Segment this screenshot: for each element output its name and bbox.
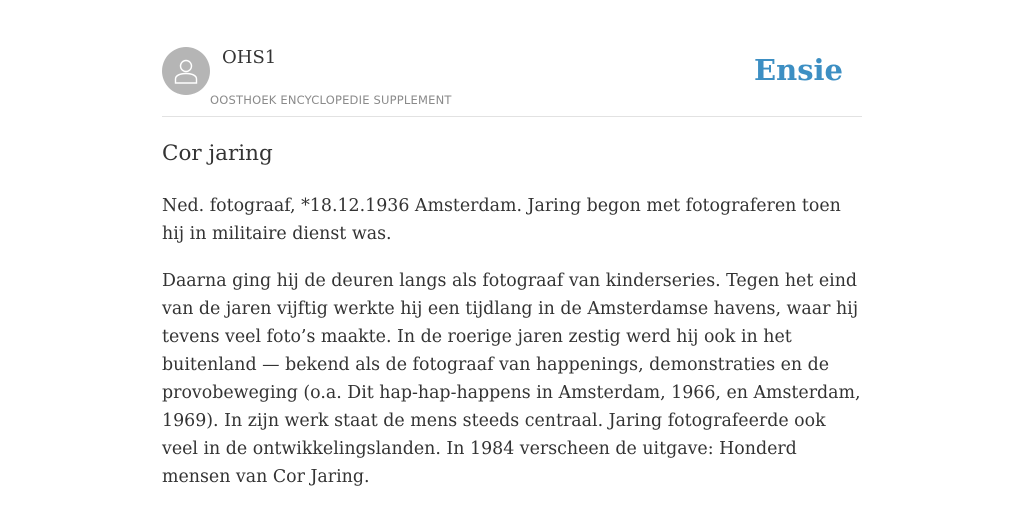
article-paragraph: Ned. fotograaf, *18.12.1936 Amsterdam. Jaring begon met fotograferen toen hij in militaire dienst was. (162, 196, 841, 244)
source-subtitle[interactable]: OOSTHOEK ENCYCLOPEDIE SUPPLEMENT (210, 93, 452, 107)
article-paragraph: Daarna ging hij de deuren langs als fotograaf van kinderseries. Tegen het eind van de jaren vijftig werkte hij een tijdlang in de Amsterdamse havens, waar hij tevens veel foto’s maakte. In de roerige jaren zestig werd hij ook in het buitenland — bekend als de fotograaf van happenings, demonstraties en de provobeweging (o.a. Dit hap-hap-happens in Amsterdam, 1966, en Amsterdam, 1969). In zijn werk staat de mens steeds centraal. Jaring fotografeerde ook veel in de ontwikkelingslanden. In 1984 verscheen de uitgave: Honderd mensen van Cor Jaring. (162, 271, 861, 487)
article-body (162, 192, 867, 510)
article-title: Cor jaring (162, 141, 273, 166)
author-name[interactable]: OHS1 (222, 47, 277, 68)
page-header (162, 46, 862, 117)
author-avatar[interactable] (162, 47, 210, 95)
user-icon (171, 56, 201, 86)
site-logo[interactable]: Ensie (754, 53, 843, 87)
